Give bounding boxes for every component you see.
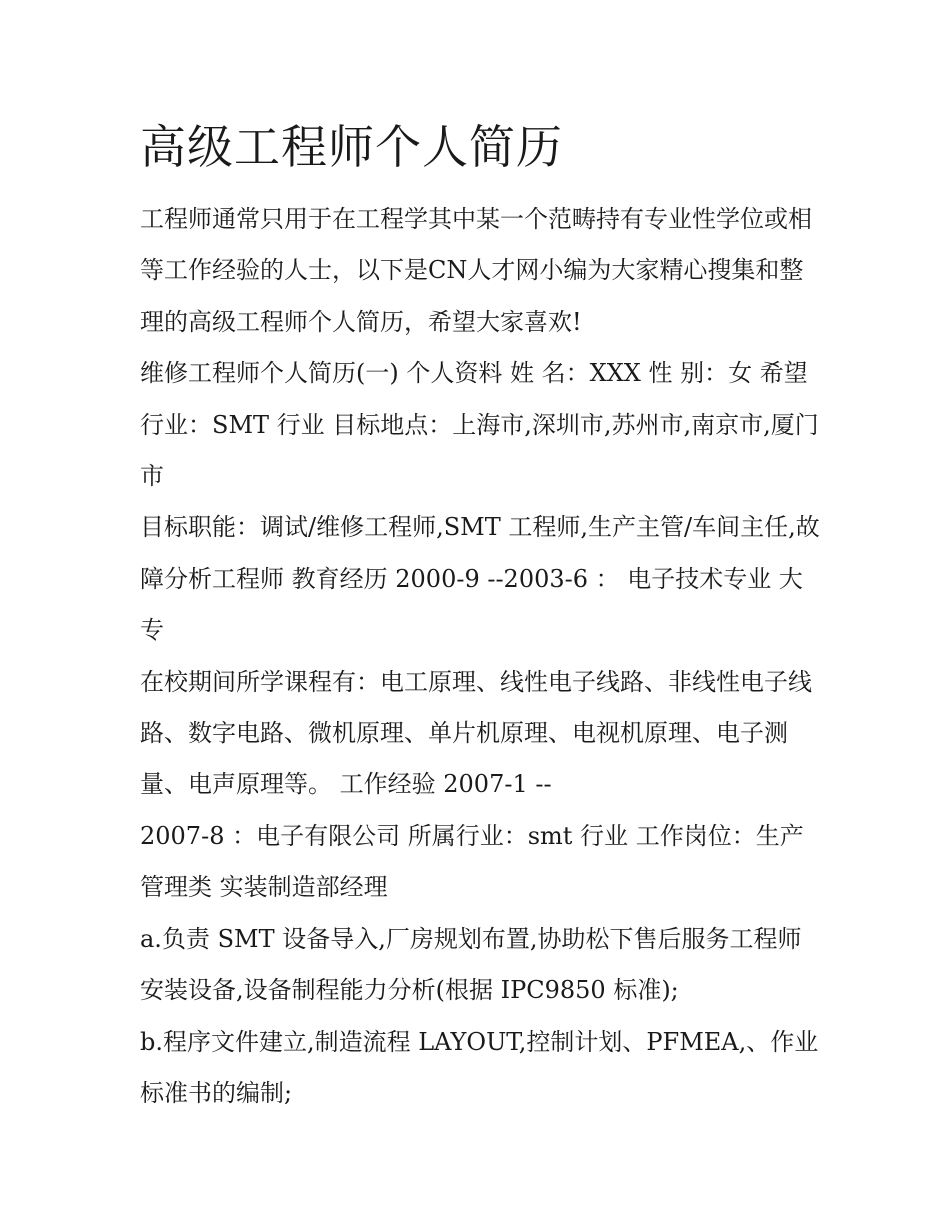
duty-a-paragraph: a.负责 SMT 设备导入,厂房规划布置,协助松下售后服务工程师安装设备,设备制程能力分析(根据 IPC9850 标准); — [140, 924, 802, 1005]
personal-info-paragraph: 维修工程师个人简历(一) 个人资料 姓 名：XXX 性 别：女 希望行业：SMT 行业 目标地点：上海市,深圳市,苏州市,南京市,厦门市 — [140, 359, 819, 491]
work-experience-paragraph: 2007-8 ：电子有限公司 所属行业：smt 行业 工作岗位：生产管理类 实装制造部经理 — [140, 821, 804, 902]
courses-paragraph: 在校期间所学课程有：电工原理、线性电子线路、非线性电子线路、数字电路、微机原理、单片机原理、电视机原理、电子测量、电声原理等。 工作经验 2007-1 -- — [140, 667, 812, 799]
duty-b-paragraph: b.程序文件建立,制造流程 LAYOUT,控制计划、PFMEA,、作业标准书的编制; — [140, 1027, 819, 1107]
career-objective-paragraph: 目标职能：调试/维修工程师,SMT 工程师,生产主管/车间主任,故障分析工程师 教育经历 2000-9 --2003-6 ： 电子技术专业 大专 — [140, 513, 820, 645]
document-title: 高级工程师个人简历 — [140, 120, 563, 174]
intro-paragraph: 工程师通常只用于在工程学其中某一个范畴持有专业性学位或相等工作经验的人士，以下是CN人才网小编为大家精心搜集和整理的高级工程师个人简历，希望大家喜欢! — [140, 205, 812, 336]
document-page — [140, 112, 820, 1119]
